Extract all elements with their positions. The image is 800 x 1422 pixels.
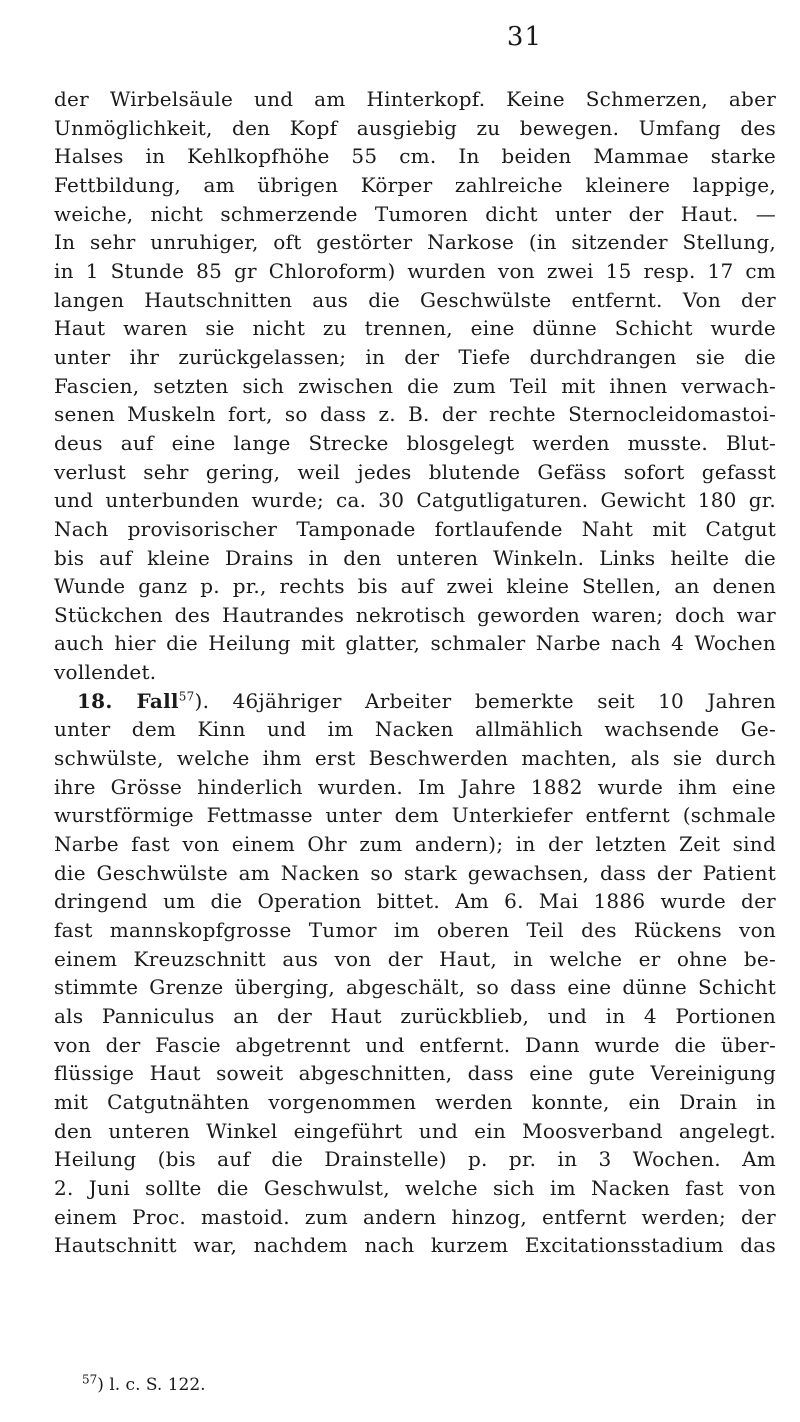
text-line: Hautschnitt war, nachdem nach kurzem Excitationsstadium das <box>54 1233 776 1258</box>
text-line: vollendet. <box>54 660 157 685</box>
body-text <box>54 85 776 1260</box>
text-line: flüssige Haut soweit abgeschnitten, dass eine gute Vereinigung <box>54 1061 776 1086</box>
text-line: den unteren Winkel eingeführt und ein Moosverband angelegt. <box>54 1118 776 1143</box>
text-line: Fettbildung, am übrigen Körper zahlreiche kleinere lappige, <box>54 172 776 197</box>
text-line: senen Muskeln fort, so dass z. B. der rechte Sternocleidomastoi- <box>54 402 776 427</box>
case-18-paragraph <box>54 687 776 1260</box>
footnote-marker: 57 <box>82 1372 98 1387</box>
text-line: auch hier die Heilung mit glatter, schmaler Narbe nach 4 Wochen <box>54 631 776 656</box>
text-line: Nach provisorischer Tamponade fortlaufende Naht mit Catgut <box>54 516 776 541</box>
text-line: bis auf kleine Drains in den unteren Winkeln. Links heilte die <box>54 545 776 570</box>
text-line: Wunde ganz p. pr., rechts bis auf zwei kleine Stellen, an denen <box>54 574 776 599</box>
text-line: ihre Grösse hinderlich wurden. Im Jahre 1882 wurde ihm eine <box>54 774 776 799</box>
text-line: unter dem Kinn und im Nacken allmählich wachsende Ge- <box>54 717 776 742</box>
text-line: unter ihr zurückgelassen; in der Tiefe durchdrangen sie die <box>54 344 776 369</box>
text-line: von der Fascie abgetrennt und entfernt. Dann wurde die über- <box>54 1032 776 1057</box>
text-line: Halses in Kehlkopfhöhe 55 cm. In beiden Mammae starke <box>54 144 776 169</box>
text-line: langen Hautschnitten aus die Geschwülste entfernt. Von der <box>54 287 776 312</box>
footnote-reference: 57 <box>178 689 195 704</box>
text-line: stimmte Grenze überging, abgeschält, so dass eine dünne Schicht <box>54 975 776 1000</box>
text-line: verlust sehr gering, weil jedes blutende Gefäss sofort gefasst <box>54 459 776 484</box>
case-heading-line <box>54 687 776 716</box>
text-line: dringend um die Operation bittet. Am 6. Mai 1886 wurde der <box>54 889 776 914</box>
text-line: schwülste, welche ihm erst Beschwerden machten, als sie durch <box>54 746 776 771</box>
text-line: weiche, nicht schmerzende Tumoren dicht unter der Haut. — <box>54 201 776 226</box>
text-line: Stückchen des Hautrandes nekrotisch geworden waren; doch war <box>54 602 776 627</box>
text-line: als Panniculus an der Haut zurückblieb, und in 4 Portionen <box>54 1004 776 1028</box>
text-line: Haut waren sie nicht zu trennen, eine dünne Schicht wurde <box>54 316 776 341</box>
case-label: 18. Fall <box>77 688 179 713</box>
text-line: in 1 Stunde 85 gr Chloroform) wurden von zwei 15 resp. 17 cm <box>54 258 776 283</box>
text-line: einem Kreuzschnitt aus von der Haut, in welche er ohne be- <box>54 946 776 971</box>
text-line: 2. Juni sollte die Geschwulst, welche sich im Nacken fast von <box>54 1175 776 1200</box>
text-line: und unterbunden wurde; ca. 30 Catgutligaturen. Gewicht 180 gr. <box>54 488 776 513</box>
text-line: Narbe fast von einem Ohr zum andern); in der letzten Zeit sind <box>54 832 776 857</box>
case-body-lines <box>54 715 776 1259</box>
footnote <box>82 1374 206 1396</box>
text-line: der Wirbelsäule und am Hinterkopf. Keine Schmerzen, aber <box>54 87 776 111</box>
text-line: In sehr unruhiger, oft gestörter Narkose (in sitzender Stellung, <box>54 230 776 255</box>
footnote-text: ) l. c. S. 122. <box>97 1375 206 1395</box>
case-heading-text: ). 46jähriger Arbeiter bemerkte seit 10 Jahren <box>194 688 776 713</box>
text-line: deus auf eine lange Strecke blosgelegt werden musste. Blut- <box>54 430 776 455</box>
text-line: Heilung (bis auf die Drainstelle) p. pr. in 3 Wochen. Am <box>54 1147 776 1172</box>
text-line: einem Proc. mastoid. zum andern hinzog, entfernt werden; der <box>54 1204 776 1229</box>
page-number: 31 <box>506 22 542 52</box>
text-line: wurstförmige Fettmasse unter dem Unterkiefer entfernt (schmale <box>54 803 776 828</box>
text-line: Fascien, setzten sich zwischen die zum Teil mit ihnen verwach- <box>54 373 776 398</box>
text-line: die Geschwülste am Nacken so stark gewachsen, dass der Patient <box>54 860 776 885</box>
text-line: mit Catgutnähten vorgenommen werden konnte, ein Drain in <box>54 1089 776 1114</box>
text-line: Unmöglichkeit, den Kopf ausgiebig zu bewegen. Umfang des <box>54 115 776 140</box>
text-line: fast mannskopfgrosse Tumor im oberen Teil des Rückens von <box>54 918 776 943</box>
paragraph-continuation <box>54 85 776 687</box>
